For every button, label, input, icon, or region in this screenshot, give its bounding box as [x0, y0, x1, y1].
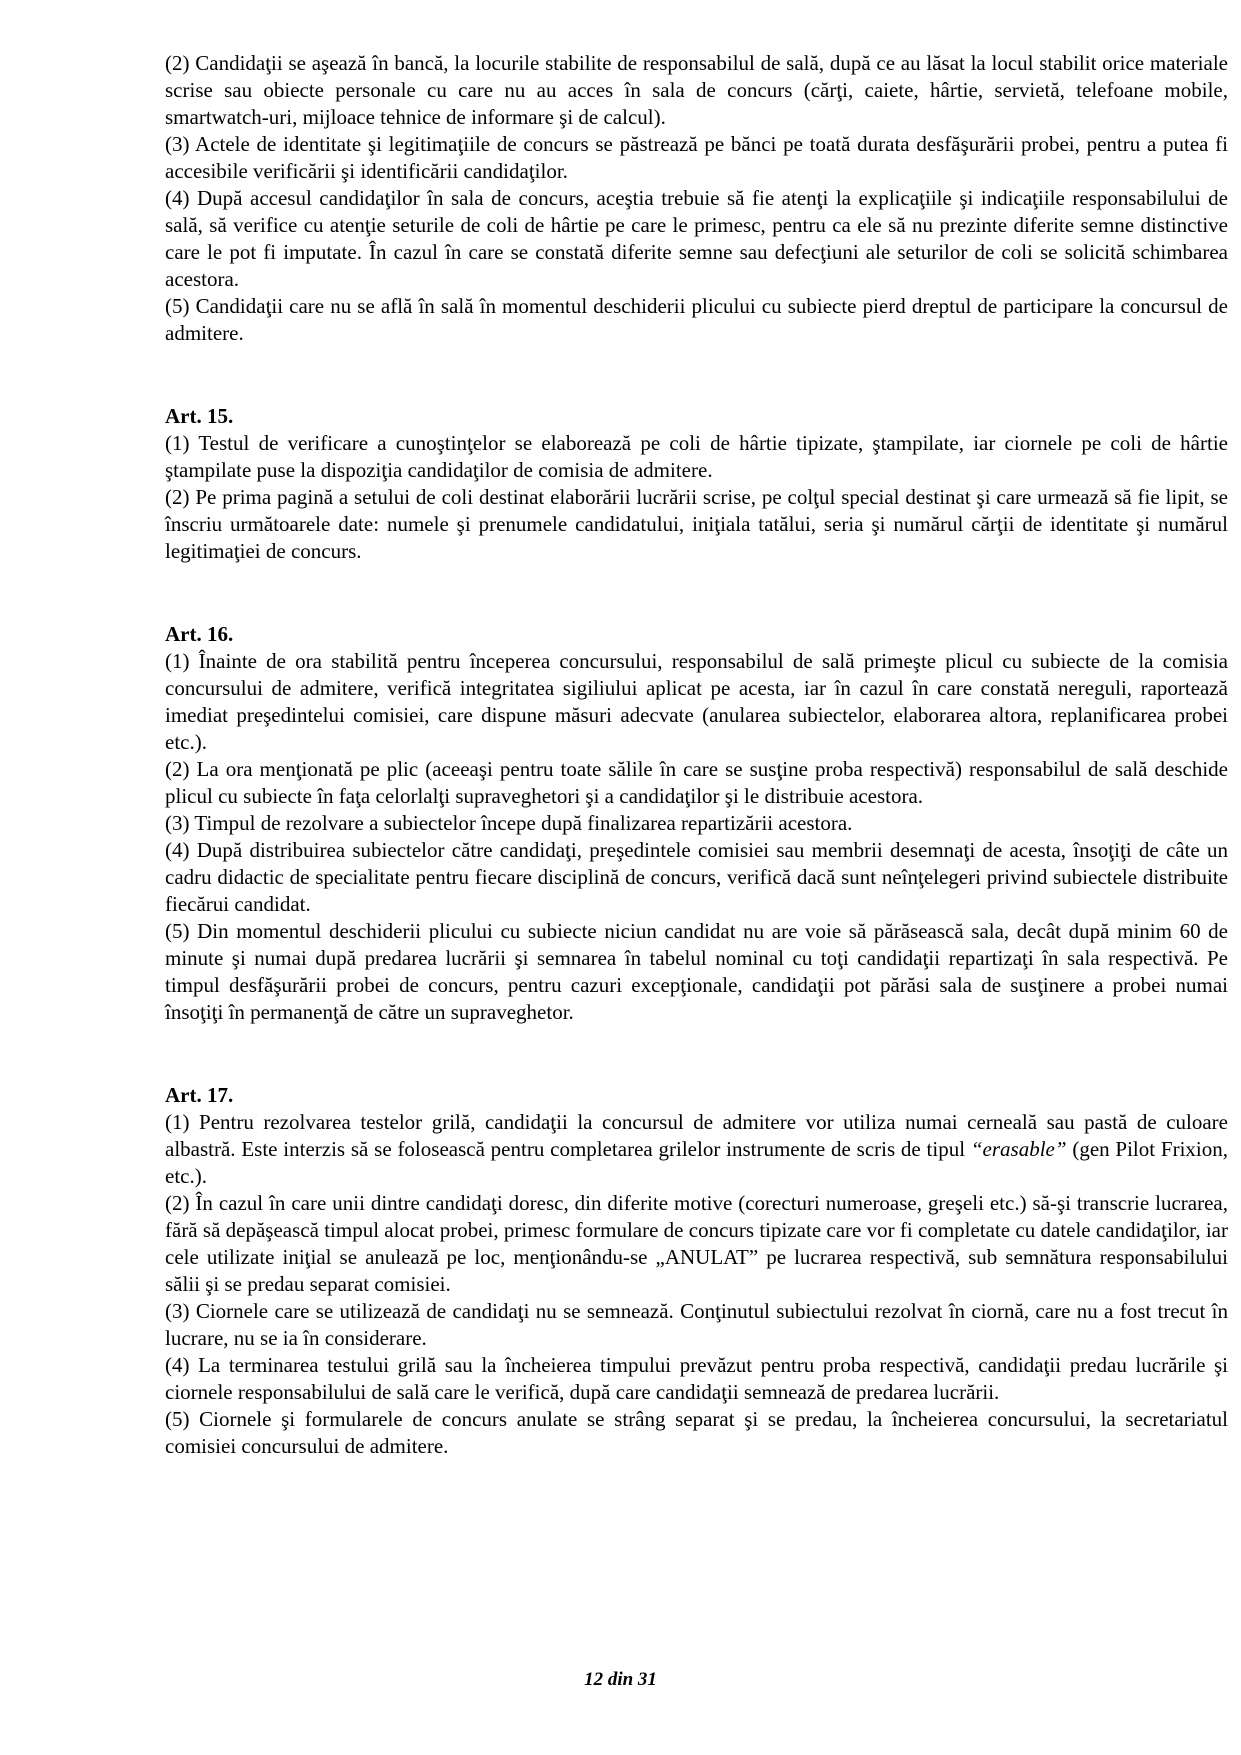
- article-17-paragraph-3: (3) Ciornele care se utilizează de candidaţi nu se semnează. Conţinutul subiectului rezolvat în ciornă, care nu a fost trecut în lucrare, nu se ia în considerare.: [165, 1299, 1228, 1350]
- article-16-paragraph-4: (4) După distribuirea subiectelor către candidaţi, preşedintele comisiei sau membrii desemnaţi de acesta, însoţiţi de câte un cadru didactic de specialitate pentru fiecare disciplină de concurs, verifică dacă sunt neînţelegeri privind subiectele distribuite fiecărui candidat.: [165, 838, 1228, 916]
- paragraph-2: (2) Candidaţii se aşează în bancă, la locurile stabilite de responsabilul de sală, după ce au lăsat la locul stabilit orice materiale scrise sau obiecte personale cu care nu au acces în sala de concurs (cărţi, caiete, hârtie, servietă, telefoane mobile, smartwatch-uri, mijloace tehnice de informare şi de calcul).: [165, 51, 1228, 129]
- page-number: 12 din 31: [584, 1669, 657, 1690]
- article-15-heading: Art. 15.: [165, 404, 234, 428]
- article-17-paragraph-2: (2) În cazul în care unii dintre candidaţi doresc, din diferite motive (corecturi numeroase, greşeli etc.) să-şi transcrie lucrarea, fără să depăşească timpul alocat probei, primesc formulare de concurs tipizate care vor fi completate cu datele candidaţilor, iar cele utilizate iniţial se anulează pe loc, menţionându-se „ANULAT” pe lucrarea respectivă, sub semnătura responsabilului sălii şi se predau separat comisiei.: [165, 1191, 1228, 1296]
- article-16-paragraph-1: (1) Înainte de ora stabilită pentru începerea concursului, responsabilul de sală primeşte plicul cu subiecte de la comisia concursului de admitere, verifică integritatea sigiliului aplicat pe acesta, iar în cazul în care constată nereguli, raportează imediat preşedintelui comisiei, care dispune măsuri adecvate (anularea subiectelor, elaborarea altora, replanificarea probei etc.).: [165, 649, 1228, 754]
- article-16-paragraph-5: (5) Din momentul deschiderii plicului cu subiecte niciun candidat nu are voie să părăsească sala, decât după minim 60 de minute şi numai după predarea lucrării şi semnarea în tabelul nominal cu toţi candidaţii repartizaţi în sala respectivă. Pe timpul desfăşurării probei de concurs, pentru cazuri excepţionale, candidaţii pot părăsi sala de susţinere a probei numai însoţiţi în permanenţă de către un supraveghetor.: [165, 919, 1228, 1024]
- article-17-paragraph-1: [165, 1109, 1228, 1190]
- article-15: [165, 403, 1228, 565]
- article-16-paragraph-2: (2) La ora menţionată pe plic (aceeaşi pentru toate sălile în care se susţine proba respectivă) responsabilul de sală deschide plicul cu subiecte în faţa celorlalţi supraveghetori şi a candidaţilor şi le distribuie acestora.: [165, 757, 1228, 808]
- paragraph-text: (gen Pilot Frixion, etc.).: [165, 1137, 1228, 1188]
- article-15-paragraph-2: (2) Pe prima pagină a setului de coli destinat elaborării lucrării scrise, pe colţul special destinat şi care urmează să fie lipit, se înscriu următoarele date: numele şi prenumele candidatului, iniţiala tatălui, seria şi numărul cărţii de identitate şi numărul legitimaţiei de concurs.: [165, 485, 1228, 563]
- article-16-paragraph-3: (3) Timpul de rezolvare a subiectelor începe după finalizarea repartizării acestora.: [165, 811, 853, 835]
- article-17-paragraph-5: (5) Ciornele şi formularele de concurs anulate se strâng separat şi se predau, la încheierea concursului, la secretariatul comisiei concursului de admitere.: [165, 1407, 1228, 1458]
- paragraph-text: (1) Pentru rezolvarea testelor grilă, candidaţii la concursul de admitere vor utiliza numai cerneală sau pastă de culoare albastră. Este interzis să se folosească pentru completarea grilelor instrumente de scris de tipul: [165, 1110, 1228, 1161]
- article-16-heading: Art. 16.: [165, 622, 234, 646]
- article-17: [165, 1082, 1228, 1460]
- article-15-paragraph-1: (1) Testul de verificare a cunoştinţelor se elaborează pe coli de hârtie tipizate, ştampilate, iar ciornele pe coli de hârtie ştampilate puse la dispoziţia candidaţilor de comisia de admitere.: [165, 431, 1228, 482]
- article-17-heading: Art. 17.: [165, 1083, 234, 1107]
- paragraph-3: (3) Actele de identitate şi legitimaţiile de concurs se păstrează pe bănci pe toată durata desfăşurării probei, pentru a putea fi accesibile verificării şi identificării candidaţilor.: [165, 132, 1228, 183]
- article-17-paragraph-4: (4) La terminarea testului grilă sau la încheierea timpului prevăzut pentru proba respectivă, candidaţii predau lucrările şi ciornele responsabilului de sală care le verifică, după care candidaţii semnează de predarea lucrării.: [165, 1353, 1228, 1404]
- paragraph-5: (5) Candidaţii care nu se află în sală în momentul deschiderii plicului cu subiecte pierd dreptul de participare la concursul de admitere.: [165, 294, 1228, 345]
- article-16: [165, 621, 1228, 1026]
- paragraph-4: (4) După accesul candidaţilor în sala de concurs, aceştia trebuie să fie atenţi la explicaţiile şi indicaţiile responsabilului de sală, să verifice cu atenţie seturile de coli de hârtie pe care le primesc, pentru ca ele să nu prezinte diferite semne distinctive care le pot fi imputate. În cazul în care se constată diferite semne sau defecţiuni ale seturilor de coli se solicită schimbarea acestora.: [165, 186, 1228, 291]
- italic-term: “erasable”: [970, 1137, 1067, 1161]
- intro-section: [165, 50, 1228, 347]
